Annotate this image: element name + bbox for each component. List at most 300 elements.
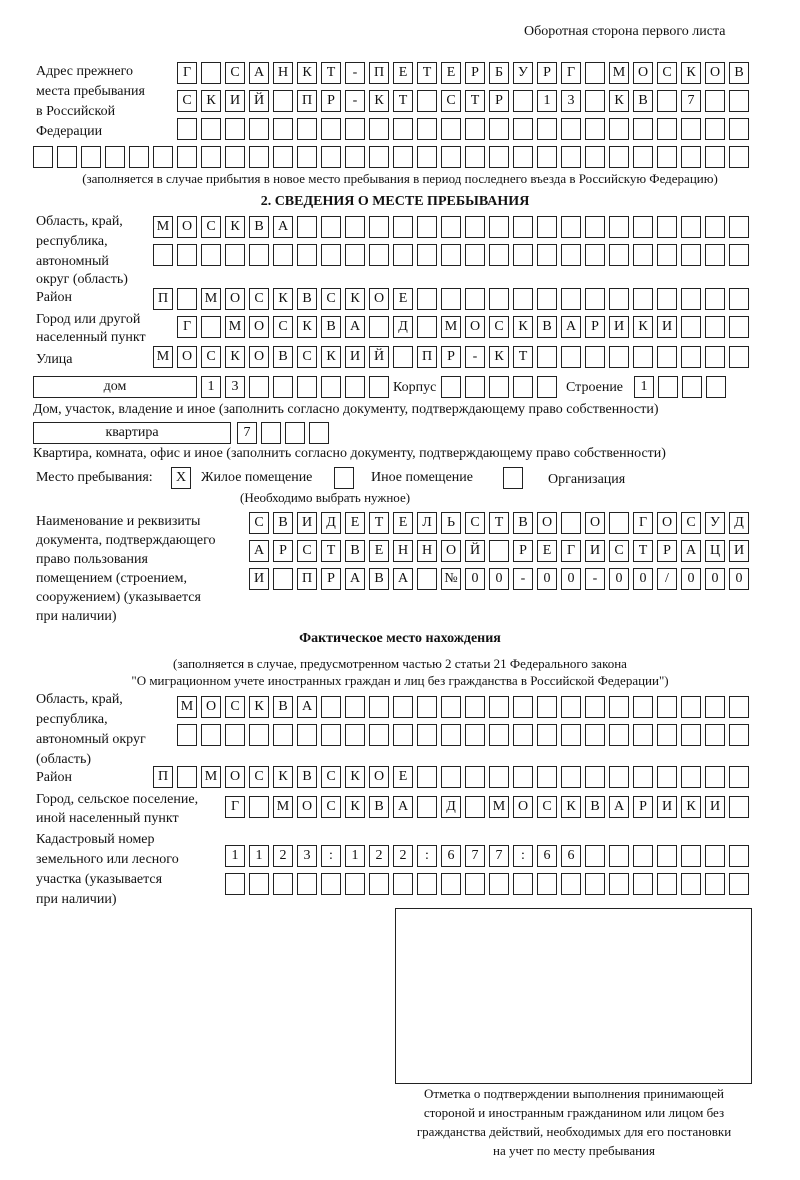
char-cell[interactable] [633, 216, 653, 238]
char-cell[interactable]: О [177, 216, 197, 238]
char-cell[interactable] [609, 696, 629, 718]
char-cell[interactable] [201, 118, 221, 140]
char-cell[interactable] [489, 766, 509, 788]
char-cell[interactable]: С [681, 512, 701, 534]
char-cell[interactable] [633, 766, 653, 788]
char-cell[interactable]: П [153, 288, 173, 310]
char-cell[interactable]: П [297, 568, 317, 590]
char-cell[interactable] [729, 244, 749, 266]
char-cell[interactable]: Р [657, 540, 677, 562]
char-cell[interactable]: Р [441, 346, 461, 368]
char-cell[interactable] [345, 216, 365, 238]
char-cell[interactable]: П [153, 766, 173, 788]
char-cell[interactable] [33, 146, 53, 168]
char-cell[interactable] [657, 873, 677, 895]
char-cell[interactable]: - [345, 62, 365, 84]
char-cell[interactable]: 1 [249, 845, 269, 867]
char-cell[interactable]: С [249, 766, 269, 788]
char-cell[interactable]: В [297, 766, 317, 788]
char-cell[interactable] [81, 146, 101, 168]
char-cell[interactable] [345, 724, 365, 746]
char-cell[interactable] [369, 118, 389, 140]
char-cell[interactable]: О [177, 346, 197, 368]
char-cell[interactable]: / [657, 568, 677, 590]
char-cell[interactable]: У [513, 62, 533, 84]
char-cell[interactable]: В [249, 216, 269, 238]
char-cell[interactable] [465, 146, 485, 168]
char-cell[interactable] [177, 766, 197, 788]
char-cell[interactable] [489, 873, 509, 895]
char-cell[interactable]: 7 [465, 845, 485, 867]
char-cell[interactable] [321, 118, 341, 140]
char-cell[interactable] [309, 422, 329, 444]
char-cell[interactable]: В [273, 512, 293, 534]
char-cell[interactable]: 0 [537, 568, 557, 590]
char-cell[interactable]: Е [393, 766, 413, 788]
char-cell[interactable] [585, 90, 605, 112]
char-cell[interactable]: К [561, 796, 581, 818]
char-cell[interactable] [369, 216, 389, 238]
char-cell[interactable] [705, 873, 725, 895]
char-cell[interactable] [321, 696, 341, 718]
char-cell[interactable]: Н [393, 540, 413, 562]
char-cell[interactable] [585, 873, 605, 895]
char-cell[interactable] [561, 288, 581, 310]
char-cell[interactable]: 3 [225, 376, 245, 398]
char-cell[interactable]: 0 [609, 568, 629, 590]
char-cell[interactable] [249, 796, 269, 818]
char-cell[interactable]: Т [321, 62, 341, 84]
char-cell[interactable] [705, 316, 725, 338]
char-cell[interactable] [537, 216, 557, 238]
char-cell[interactable]: В [585, 796, 605, 818]
char-cell[interactable] [561, 766, 581, 788]
char-cell[interactable]: С [201, 216, 221, 238]
char-cell[interactable]: Е [393, 512, 413, 534]
char-cell[interactable]: Ь [441, 512, 461, 534]
char-cell[interactable] [369, 146, 389, 168]
char-cell[interactable] [417, 724, 437, 746]
char-cell[interactable] [513, 216, 533, 238]
char-cell[interactable] [681, 766, 701, 788]
char-cell[interactable] [393, 346, 413, 368]
char-cell[interactable]: И [249, 568, 269, 590]
char-cell[interactable] [249, 376, 269, 398]
char-cell[interactable]: 2 [273, 845, 293, 867]
char-cell[interactable] [393, 724, 413, 746]
char-cell[interactable] [417, 696, 437, 718]
char-cell[interactable] [537, 376, 557, 398]
char-cell[interactable] [537, 118, 557, 140]
char-cell[interactable]: Р [321, 90, 341, 112]
char-cell[interactable]: Е [345, 512, 365, 534]
char-cell[interactable] [513, 288, 533, 310]
char-cell[interactable]: № [441, 568, 461, 590]
char-cell[interactable] [465, 766, 485, 788]
char-cell[interactable] [585, 845, 605, 867]
char-cell[interactable]: С [201, 346, 221, 368]
char-cell[interactable] [729, 288, 749, 310]
char-cell[interactable] [657, 724, 677, 746]
char-cell[interactable]: А [345, 316, 365, 338]
char-cell[interactable]: 3 [561, 90, 581, 112]
char-cell[interactable] [105, 146, 125, 168]
char-cell[interactable]: А [345, 568, 365, 590]
char-cell[interactable] [609, 146, 629, 168]
char-cell[interactable] [585, 216, 605, 238]
char-cell[interactable]: О [537, 512, 557, 534]
char-cell[interactable]: И [657, 796, 677, 818]
char-cell[interactable] [321, 376, 341, 398]
char-cell[interactable]: В [537, 316, 557, 338]
char-cell[interactable] [561, 724, 581, 746]
char-cell[interactable]: Т [393, 90, 413, 112]
char-cell[interactable]: Е [393, 288, 413, 310]
char-cell[interactable]: А [561, 316, 581, 338]
char-cell[interactable] [297, 146, 317, 168]
char-cell[interactable]: Л [417, 512, 437, 534]
char-cell[interactable] [441, 724, 461, 746]
char-cell[interactable] [585, 346, 605, 368]
char-cell[interactable]: 7 [681, 90, 701, 112]
char-cell[interactable] [537, 288, 557, 310]
char-cell[interactable] [201, 146, 221, 168]
char-cell[interactable]: Р [633, 796, 653, 818]
char-cell[interactable]: М [153, 216, 173, 238]
char-cell[interactable] [489, 118, 509, 140]
char-cell[interactable] [129, 146, 149, 168]
char-cell[interactable] [705, 244, 725, 266]
char-cell[interactable]: С [249, 288, 269, 310]
char-cell[interactable]: И [705, 796, 725, 818]
char-cell[interactable] [705, 216, 725, 238]
char-cell[interactable] [513, 146, 533, 168]
char-cell[interactable] [177, 244, 197, 266]
char-cell[interactable] [609, 512, 629, 534]
char-cell[interactable] [393, 244, 413, 266]
char-cell[interactable] [393, 696, 413, 718]
char-cell[interactable] [561, 512, 581, 534]
char-cell[interactable]: К [345, 766, 365, 788]
char-cell[interactable]: И [729, 540, 749, 562]
char-cell[interactable] [609, 873, 629, 895]
char-cell[interactable] [369, 316, 389, 338]
char-cell[interactable] [273, 244, 293, 266]
char-cell[interactable] [441, 216, 461, 238]
char-cell[interactable] [177, 288, 197, 310]
char-cell[interactable]: 1 [634, 376, 654, 398]
char-cell[interactable] [585, 288, 605, 310]
char-cell[interactable] [705, 90, 725, 112]
char-cell[interactable] [225, 724, 245, 746]
char-cell[interactable] [297, 216, 317, 238]
char-cell[interactable]: К [513, 316, 533, 338]
char-cell[interactable] [657, 766, 677, 788]
char-cell[interactable] [249, 873, 269, 895]
char-cell[interactable]: Р [321, 568, 341, 590]
char-cell[interactable]: 2 [369, 845, 389, 867]
char-cell[interactable]: О [465, 316, 485, 338]
char-cell[interactable] [465, 724, 485, 746]
char-cell[interactable]: Г [633, 512, 653, 534]
char-cell[interactable]: - [513, 568, 533, 590]
char-cell[interactable]: К [369, 90, 389, 112]
char-cell[interactable] [225, 873, 245, 895]
char-cell[interactable] [249, 724, 269, 746]
char-cell[interactable] [417, 216, 437, 238]
char-cell[interactable]: 6 [561, 845, 581, 867]
char-cell[interactable] [297, 244, 317, 266]
char-cell[interactable] [297, 376, 317, 398]
house-type-field[interactable]: дом [33, 376, 197, 398]
char-cell[interactable]: В [513, 512, 533, 534]
char-cell[interactable]: Т [489, 512, 509, 534]
char-cell[interactable]: К [681, 62, 701, 84]
char-cell[interactable] [441, 118, 461, 140]
char-cell[interactable]: 7 [237, 422, 257, 444]
char-cell[interactable]: С [537, 796, 557, 818]
char-cell[interactable] [633, 845, 653, 867]
char-cell[interactable] [633, 346, 653, 368]
char-cell[interactable]: - [465, 346, 485, 368]
char-cell[interactable] [513, 766, 533, 788]
char-cell[interactable] [393, 873, 413, 895]
char-cell[interactable]: 2 [393, 845, 413, 867]
char-cell[interactable]: О [369, 288, 389, 310]
char-cell[interactable]: И [297, 512, 317, 534]
char-cell[interactable] [729, 766, 749, 788]
char-cell[interactable] [465, 216, 485, 238]
char-cell[interactable]: В [321, 316, 341, 338]
char-cell[interactable]: О [705, 62, 725, 84]
flat-type-field[interactable]: квартира [33, 422, 231, 444]
char-cell[interactable]: М [201, 766, 221, 788]
char-cell[interactable]: : [417, 845, 437, 867]
char-cell[interactable] [585, 724, 605, 746]
char-cell[interactable] [417, 316, 437, 338]
char-cell[interactable] [153, 146, 173, 168]
char-cell[interactable]: 0 [705, 568, 725, 590]
char-cell[interactable]: В [273, 346, 293, 368]
char-cell[interactable] [153, 244, 173, 266]
char-cell[interactable] [609, 346, 629, 368]
char-cell[interactable] [441, 288, 461, 310]
char-cell[interactable] [345, 118, 365, 140]
char-cell[interactable] [273, 568, 293, 590]
char-cell[interactable] [729, 796, 749, 818]
char-cell[interactable]: Т [321, 540, 341, 562]
char-cell[interactable] [537, 346, 557, 368]
char-cell[interactable]: М [153, 346, 173, 368]
char-cell[interactable]: А [609, 796, 629, 818]
char-cell[interactable]: С [465, 512, 485, 534]
char-cell[interactable]: : [321, 845, 341, 867]
char-cell[interactable]: 7 [489, 845, 509, 867]
char-cell[interactable] [729, 696, 749, 718]
char-cell[interactable]: В [297, 288, 317, 310]
char-cell[interactable]: Р [273, 540, 293, 562]
char-cell[interactable]: С [177, 90, 197, 112]
char-cell[interactable] [489, 376, 509, 398]
char-cell[interactable]: Й [369, 346, 389, 368]
char-cell[interactable] [201, 244, 221, 266]
char-cell[interactable]: Р [489, 90, 509, 112]
char-cell[interactable]: Т [369, 512, 389, 534]
char-cell[interactable] [201, 724, 221, 746]
char-cell[interactable] [513, 118, 533, 140]
char-cell[interactable] [513, 90, 533, 112]
char-cell[interactable] [537, 724, 557, 746]
char-cell[interactable] [369, 724, 389, 746]
char-cell[interactable] [585, 244, 605, 266]
char-cell[interactable] [561, 696, 581, 718]
char-cell[interactable] [585, 118, 605, 140]
char-cell[interactable]: Й [465, 540, 485, 562]
char-cell[interactable]: С [249, 512, 269, 534]
char-cell[interactable] [537, 766, 557, 788]
char-cell[interactable]: С [489, 316, 509, 338]
stay-option-residential-checkbox[interactable]: X [171, 467, 191, 489]
char-cell[interactable]: Г [561, 540, 581, 562]
char-cell[interactable]: К [345, 288, 365, 310]
char-cell[interactable] [321, 244, 341, 266]
char-cell[interactable] [441, 146, 461, 168]
char-cell[interactable] [177, 146, 197, 168]
char-cell[interactable] [369, 696, 389, 718]
char-cell[interactable]: Г [225, 796, 245, 818]
char-cell[interactable]: И [657, 316, 677, 338]
char-cell[interactable]: Д [729, 512, 749, 534]
char-cell[interactable] [249, 146, 269, 168]
char-cell[interactable]: А [393, 796, 413, 818]
char-cell[interactable] [489, 244, 509, 266]
char-cell[interactable]: К [609, 90, 629, 112]
char-cell[interactable] [417, 568, 437, 590]
char-cell[interactable]: М [609, 62, 629, 84]
char-cell[interactable] [609, 845, 629, 867]
char-cell[interactable] [489, 724, 509, 746]
char-cell[interactable] [261, 422, 281, 444]
char-cell[interactable]: Г [561, 62, 581, 84]
char-cell[interactable] [705, 346, 725, 368]
char-cell[interactable] [273, 376, 293, 398]
char-cell[interactable]: С [297, 346, 317, 368]
char-cell[interactable] [561, 244, 581, 266]
char-cell[interactable]: К [273, 766, 293, 788]
char-cell[interactable] [657, 216, 677, 238]
char-cell[interactable] [441, 873, 461, 895]
char-cell[interactable] [657, 845, 677, 867]
char-cell[interactable] [657, 244, 677, 266]
char-cell[interactable]: С [609, 540, 629, 562]
char-cell[interactable]: О [249, 316, 269, 338]
char-cell[interactable]: М [273, 796, 293, 818]
char-cell[interactable]: О [297, 796, 317, 818]
char-cell[interactable] [537, 146, 557, 168]
char-cell[interactable]: Д [441, 796, 461, 818]
char-cell[interactable] [681, 316, 701, 338]
char-cell[interactable] [585, 62, 605, 84]
char-cell[interactable]: К [489, 346, 509, 368]
char-cell[interactable] [561, 118, 581, 140]
char-cell[interactable] [657, 288, 677, 310]
char-cell[interactable] [345, 873, 365, 895]
char-cell[interactable] [706, 376, 726, 398]
char-cell[interactable] [633, 244, 653, 266]
char-cell[interactable] [201, 316, 221, 338]
char-cell[interactable] [513, 376, 533, 398]
char-cell[interactable]: П [297, 90, 317, 112]
char-cell[interactable]: И [345, 346, 365, 368]
char-cell[interactable] [609, 118, 629, 140]
char-cell[interactable] [537, 696, 557, 718]
char-cell[interactable] [681, 146, 701, 168]
char-cell[interactable]: Н [417, 540, 437, 562]
char-cell[interactable] [609, 216, 629, 238]
char-cell[interactable]: К [297, 62, 317, 84]
char-cell[interactable] [681, 216, 701, 238]
char-cell[interactable]: Р [537, 62, 557, 84]
char-cell[interactable]: Е [369, 540, 389, 562]
char-cell[interactable]: - [585, 568, 605, 590]
char-cell[interactable] [729, 216, 749, 238]
char-cell[interactable] [609, 244, 629, 266]
char-cell[interactable]: Р [585, 316, 605, 338]
char-cell[interactable] [609, 766, 629, 788]
char-cell[interactable]: О [201, 696, 221, 718]
char-cell[interactable]: О [633, 62, 653, 84]
char-cell[interactable] [705, 696, 725, 718]
char-cell[interactable] [465, 873, 485, 895]
char-cell[interactable]: 0 [681, 568, 701, 590]
char-cell[interactable] [729, 346, 749, 368]
char-cell[interactable] [441, 244, 461, 266]
char-cell[interactable] [345, 244, 365, 266]
char-cell[interactable] [321, 724, 341, 746]
char-cell[interactable] [681, 118, 701, 140]
char-cell[interactable] [561, 873, 581, 895]
char-cell[interactable] [369, 873, 389, 895]
char-cell[interactable]: И [585, 540, 605, 562]
char-cell[interactable] [513, 724, 533, 746]
char-cell[interactable]: Е [537, 540, 557, 562]
char-cell[interactable]: С [273, 316, 293, 338]
char-cell[interactable] [465, 376, 485, 398]
char-cell[interactable] [393, 146, 413, 168]
char-cell[interactable]: Б [489, 62, 509, 84]
char-cell[interactable] [633, 696, 653, 718]
char-cell[interactable] [489, 146, 509, 168]
char-cell[interactable] [537, 873, 557, 895]
char-cell[interactable]: К [225, 216, 245, 238]
char-cell[interactable]: О [441, 540, 461, 562]
char-cell[interactable]: А [249, 540, 269, 562]
char-cell[interactable] [249, 244, 269, 266]
char-cell[interactable]: Т [513, 346, 533, 368]
char-cell[interactable] [417, 796, 437, 818]
char-cell[interactable]: С [321, 766, 341, 788]
char-cell[interactable]: Ц [705, 540, 725, 562]
char-cell[interactable]: О [513, 796, 533, 818]
char-cell[interactable] [465, 118, 485, 140]
char-cell[interactable] [609, 724, 629, 746]
char-cell[interactable]: П [369, 62, 389, 84]
char-cell[interactable]: - [345, 90, 365, 112]
char-cell[interactable] [705, 724, 725, 746]
char-cell[interactable] [609, 288, 629, 310]
char-cell[interactable] [681, 845, 701, 867]
char-cell[interactable] [417, 873, 437, 895]
